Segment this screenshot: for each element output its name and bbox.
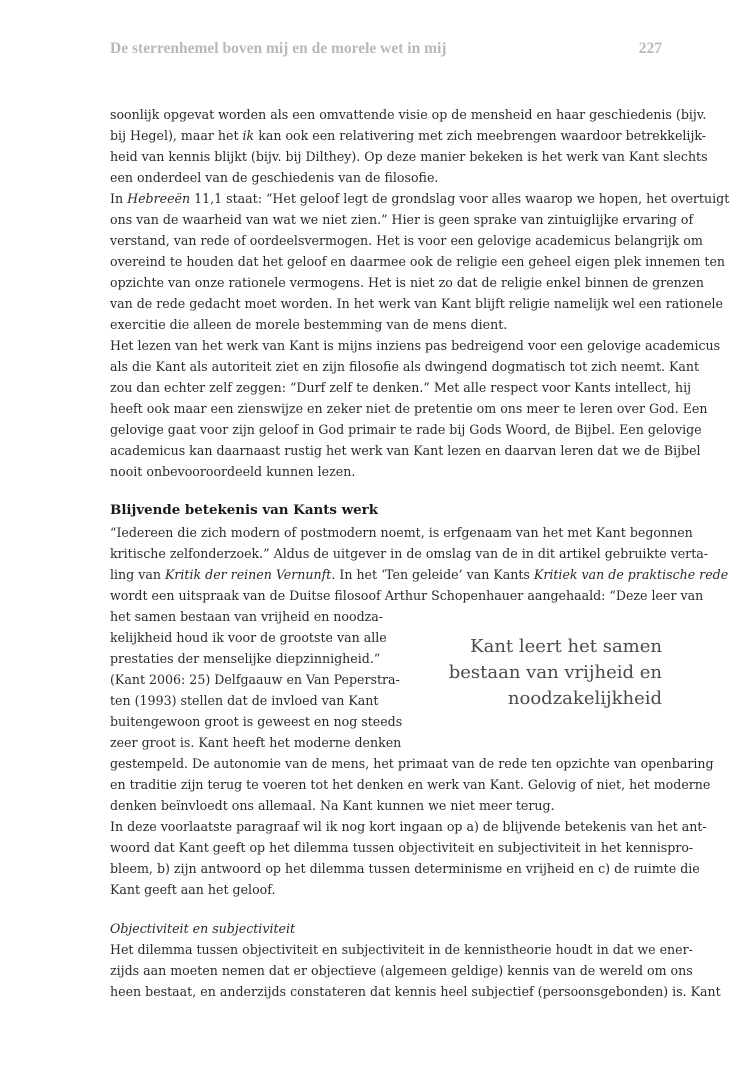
body-line: zijds aan moeten nemen dat er objectieve (algemeen geldige) kennis van de wereld om ons xyxy=(110,963,693,978)
body-line: Het dilemma tussen objectiviteit en subjectiviteit in de kennistheorie houdt in dat we ener- xyxy=(110,942,693,957)
section-heading: Blijvende betekenis van Kants werk xyxy=(110,502,378,518)
body-line: ling van Kritik der reinen Vernunft. In het ‘Ten geleide’ van Kants Kritiek van de praktische rede xyxy=(110,567,729,582)
body-line: soonlijk opgevat worden als een omvattende visie op de mensheid en haar geschiedenis (bijv. xyxy=(110,107,707,122)
page-number: 227 xyxy=(638,40,662,57)
pull-quote-line: Kant leert het samen xyxy=(470,636,662,657)
body-line: ten (1993) stellen dat de invloed van Kant xyxy=(110,693,379,708)
body-line: exercitie die alleen de morele bestemming van de mens dient. xyxy=(110,317,508,332)
subheading: Objectiviteit en subjectiviteit xyxy=(110,921,296,936)
body-line: gelovige gaat voor zijn geloof in God primair te rade bij Gods Woord, de Bijbel. Een gelovige xyxy=(110,422,702,437)
body-line: nooit onbevooroordeeld kunnen lezen. xyxy=(110,464,356,479)
body-line: In Hebreeën 11,1 staat: “Het geloof legt de grondslag voor alles waarop we hopen, het overtuigt xyxy=(110,191,730,206)
body-line: zeer groot is. Kant heeft het moderne denken xyxy=(110,735,402,750)
body-line: gestempeld. De autonomie van de mens, het primaat van de rede ten opzichte van openbaring xyxy=(110,756,714,771)
body-line: heen bestaat, en anderzijds constateren dat kennis heel subjectief (persoonsgebonden) is. Kant xyxy=(110,984,721,999)
pull-quote-line: bestaan van vrijheid en xyxy=(448,662,662,683)
body-line: denken beïnvloedt ons allemaal. Na Kant kunnen we niet meer terug. xyxy=(110,798,555,813)
body-line: kritische zelfonderzoek.” Aldus de uitgever in de omslag van de in dit artikel gebruikte verta- xyxy=(110,546,709,561)
body-line: prestaties der menselijke diepzinnigheid.” xyxy=(110,651,381,666)
body-line: academicus kan daarnaast rustig het werk van Kant lezen en daarvan leren dat we de Bijbel xyxy=(110,443,701,458)
body-line: een onderdeel van de geschiedenis van de filosofie. xyxy=(110,170,439,185)
header-title: De sterrenhemel boven mij en de morele wet in mij xyxy=(110,40,447,57)
body-line: ons van de waarheid van wat we niet zien.” Hier is geen sprake van zintuiglijke ervaring of xyxy=(110,212,694,227)
body-line: het samen bestaan van vrijheid en noodza- xyxy=(110,609,384,624)
body-line: buitengewoon groot is geweest en nog steeds xyxy=(110,714,403,729)
body-line: als die Kant als autoriteit ziet en zijn filosofie als dwingend dogmatisch tot zich neemt. Kant xyxy=(110,359,700,374)
body-line: heid van kennis blijkt (bijv. bij Dilthey). Op deze manier bekeken is het werk van Kant slechts xyxy=(110,149,708,164)
body-line: van de rede gedacht moet worden. In het werk van Kant blijft religie namelijk wel een rationele xyxy=(110,296,724,311)
body-line: heeft ook maar een zienswijze en zeker niet de pretentie om ons meer te leren over God. Een xyxy=(110,401,708,416)
body-line: kelijkheid houd ik voor de grootste van alle xyxy=(110,630,387,645)
body-line: (Kant 2006: 25) Delfgaauw en Van Peperstra- xyxy=(110,672,400,687)
body-line: woord dat Kant geeft op het dilemma tussen objectiviteit en subjectiviteit in het kennispro- xyxy=(110,840,694,855)
body-line: Het lezen van het werk van Kant is mijns inziens pas bedreigend voor een gelovige academicus xyxy=(110,338,721,353)
body-line: verstand, van rede of oordeelsvermogen. Het is voor een gelovige academicus belangrijk om xyxy=(110,233,703,248)
body-line: bleem, b) zijn antwoord op het dilemma tussen determinisme en vrijheid en c) de ruimte die xyxy=(110,861,700,876)
body-line: zou dan echter zelf zeggen: “Durf zelf te denken.” Met alle respect voor Kants intellect, hij xyxy=(110,380,692,395)
body-line: opzichte van onze rationele vermogens. Het is niet zo dat de religie enkel binnen de grenzen xyxy=(110,275,704,290)
running-header xyxy=(110,40,662,62)
body-line: en traditie zijn terug te voeren tot het denken en werk van Kant. Gelovig of niet, het moderne xyxy=(110,777,711,792)
body-line: overeind te houden dat het geloof en daarmee ook de religie een geheel eigen plek innemen ten xyxy=(110,254,726,269)
body-line: In deze voorlaatste paragraaf wil ik nog kort ingaan op a) de blijvende betekenis van het ant- xyxy=(110,819,707,834)
body-line: wordt een uitspraak van de Duitse filosoof Arthur Schopenhauer aangehaald: “Deze leer van xyxy=(110,588,704,603)
pull-quote-line: noodzakelijkheid xyxy=(507,688,662,709)
pull-quote xyxy=(430,634,662,712)
body-line: “Iedereen die zich modern of postmodern noemt, is erfgenaam van het met Kant begonnen xyxy=(110,525,693,540)
body-line: bij Hegel), maar het ik kan ook een relativering met zich meebrengen waardoor betrekkelijk- xyxy=(110,128,707,143)
body-line: Kant geeft aan het geloof. xyxy=(110,882,276,897)
